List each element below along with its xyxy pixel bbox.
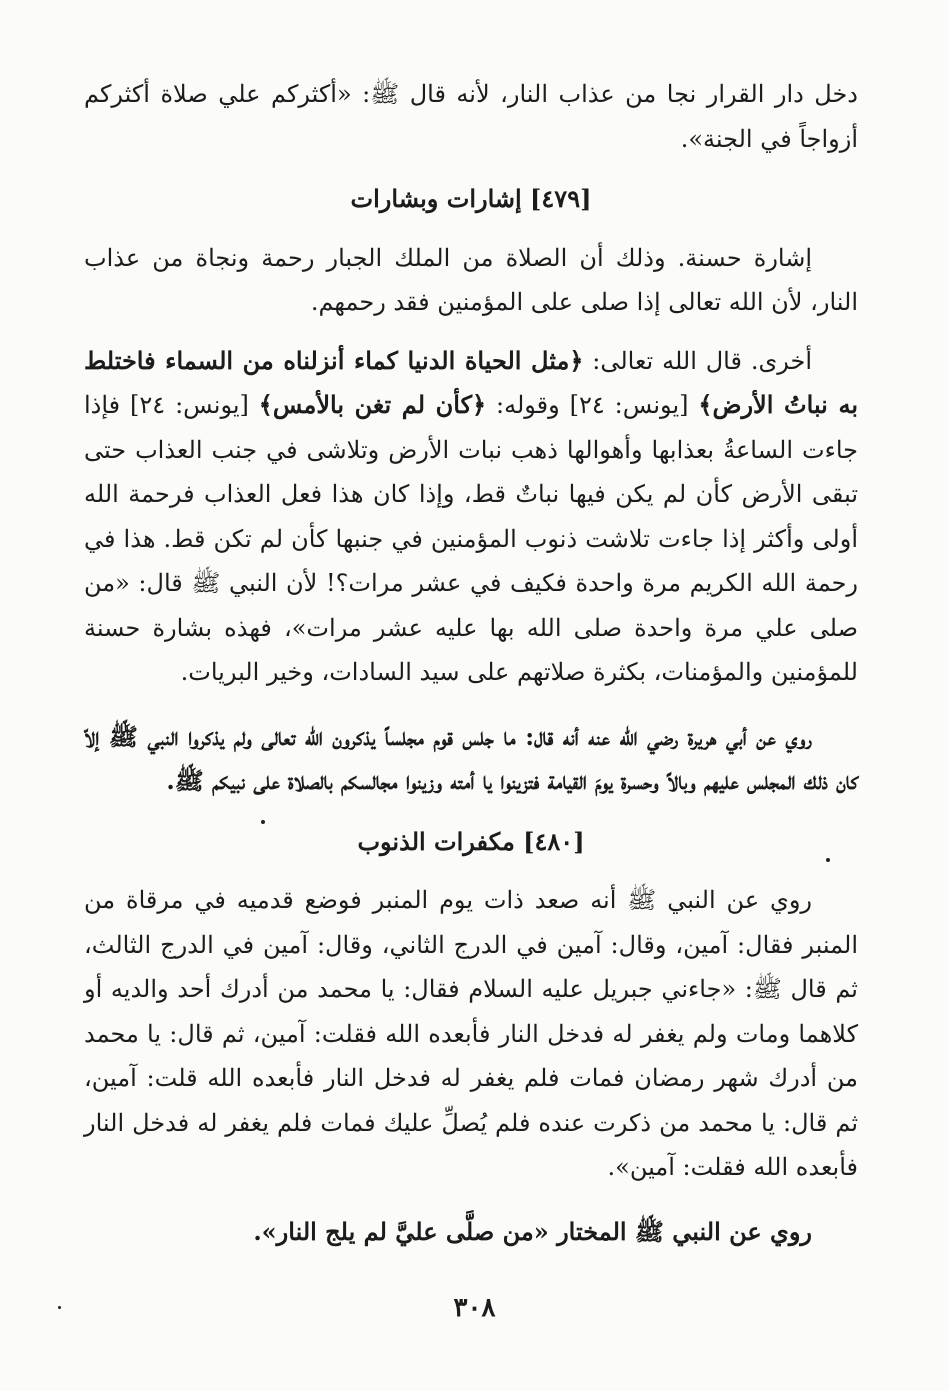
paragraph-minbar-narration: روي عن النبي ﷺ أنه صعد ذات يوم المنبر فوضع قدميه في مرقاة من المنبر فقال: آمين، وقال: آمين في الدرج الثاني، وقال: آمين في الدرج الثالث، ثم قال ﷺ: «جاءني جبريل عليه السلام فقال: يا محمد من أدرك أحد والديه أو كلاهما ومات ولم يغفر له فدخل النار فأبعده الله فقلت: آمين، ثم قال: يا محمد من أدرك شهر رمضان فمات فلم يغفر له فدخل النار فأبعده الله قلت: آمين، ثم قال: يا محمد من ذكرت عنده فلم يُصلِّ عليك فمات فلم يغفر له فدخل النار فأبعده الله فقلت: آمين».	[84, 886, 859, 1181]
scan-speck	[58, 1306, 61, 1309]
section-heading-480: [٤٨٠] مكفرات الذنوب	[357, 826, 585, 856]
paragraph-closing-narration: روي عن النبي ﷺ المختار «من صلَّى عليَّ لم يلج النار».	[253, 1216, 812, 1246]
book-page	[84, 72, 858, 1372]
scan-speck	[261, 820, 265, 824]
section-heading-479: [٤٧٩] إشارات وبشارات	[350, 184, 592, 213]
paragraph-good-sign: إشارة حسنة. وذلك أن الصلاة من الملك الجبار رحمة ونجاة من عذاب النار، لأن الله تعالى إذا صلى على المؤمنين فقد رحمهم.	[84, 243, 858, 316]
paragraph-abu-hurayra: روي عن أبي هريرة رضي الله عنه أنه قال: ما جلس قوم مجلساً يذكرون الله تعالى ولم يذكروا النبي ﷺ إلاّ كان ذلك المجلس عليهم وبالاً وحسرة يومَ القيامة فتزينوا يا أمته وزينوا مجالسكم بالصلاة على نبيكم ﷺ.	[84, 721, 858, 795]
paragraph-body-text: [يونس: ٢٤] فإذا جاءت الساعةُ بعذابها وأهوالها ذهب نبات الأرض وتلاشى في جنب العذاب حتى تبقى الأرض كأن لم يكن فيها نباتٌ قط، وإذا كان هذا فعل العذاب فرحمة الله أولى وأكثر إذا جاءت تلاشت ذنوب المؤمنين في جنبها كأن لم تكن قط. هذا في رحمة الله الكريم مرة واحدة فكيف في عشر مرات؟! لأن النبي ﷺ قال: «من صلى علي مرة واحدة صلى الله بها عليه عشر مرات»، فهذه بشارة حسنة للمؤمنين والمؤمنات، بكثرة صلاتهم على سيد السادات، وخير البريات.	[84, 391, 858, 686]
quran-verse-2: ﴿كأن لم تغن بالأمس﴾	[258, 390, 487, 419]
intro-paragraph: دخل دار القرار نجا من عذاب النار، لأنه قال ﷺ: «أكثركم علي صلاة أكثركم أزواجاً في الجنة».	[84, 80, 858, 153]
page-number: ٣٠٨	[453, 1293, 496, 1323]
quran-verse-1: ﴿مثل الحياة الدنيا كماء أنزلناه من السماء فاختلط به نباتُ الأرض﴾	[84, 345, 859, 419]
scan-speck	[826, 858, 830, 862]
paragraph-another-sign	[84, 339, 858, 695]
verse-citation-text: [يونس: ٢٤] وقوله:	[486, 391, 699, 419]
paragraph-lead-text: أخرى. قال الله تعالى:	[583, 346, 812, 375]
